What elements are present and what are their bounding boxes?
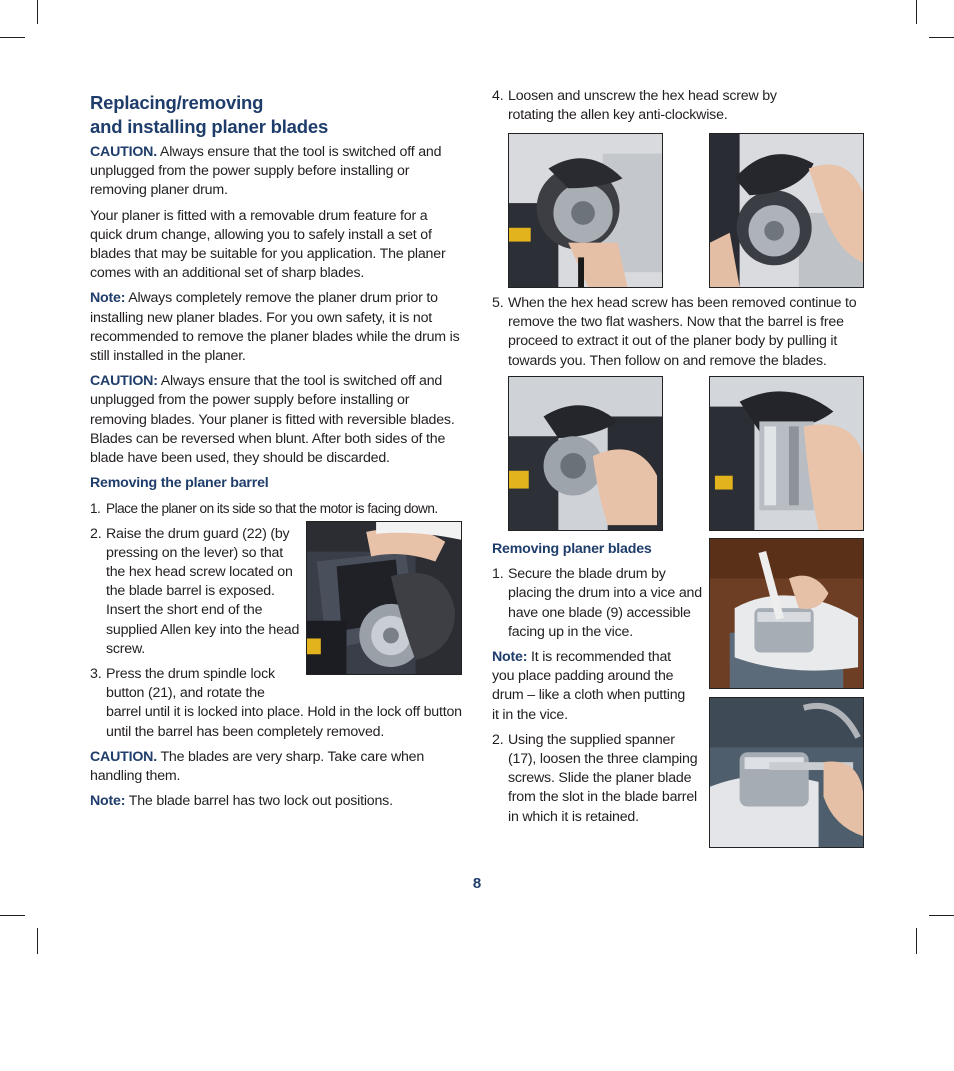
note-paragraph-2 [90,792,462,811]
note-text: It is recommended that you place padding around the drum – like a cloth when putting it in the vice. [492,649,686,723]
step-number: 2. [90,525,102,542]
step-item [492,565,706,642]
caution-paragraph-3 [90,748,462,786]
caution-label: CAUTION: [90,373,158,390]
caution-paragraph-2 [90,372,462,468]
step-text: Press the drum spindle lock button (21), and rotate the [106,666,275,702]
note-paragraph-3 [492,648,688,725]
step-text: Place the planer on its side so that the motor is facing down. [106,501,438,517]
step-item [492,731,706,827]
crop-mark-bottom-right-h [929,915,954,916]
section-title-line2: and installing planer blades [90,116,329,137]
caution-label: CAUTION. [90,144,157,160]
left-column [90,91,462,818]
step-number: 3. [90,666,102,683]
step-text: When the hex head screw has been removed continue to remove the two flat washers. Now that the barrel is free proceed to extract it out of the planer body by pulling it towards you. Then follow on and remove the blades. [508,295,857,369]
step-number: 1. [90,501,101,517]
step-text: Raise the drum guard (22) (by pressing on the lever) so that the hex head screw located on the blade barrel is exposed. Insert the short end of the supplied Allen key into the head screw. [106,525,300,657]
step-number: 2. [492,731,504,748]
right-column-blades [492,540,706,833]
photo-extracting-barrel-2 [709,376,864,531]
intro-paragraph: Your planer is fitted with a removable drum feature for a quick drum change, allowing you to safely install a set of blades that may be suitable for you application. The planer comes with an additional set of sharp blades. [90,207,446,282]
section-title [90,91,462,139]
step-text: Using the supplied spanner (17), loosen the three clamping screws. Slide the planer blade from the slot in the blade barrel in which it is retained. [508,731,698,825]
caution-text: The blades are very sharp. Take care when handling them. [90,748,425,785]
crop-mark-top-left-h [0,37,25,38]
crop-mark-top-right-v [916,0,917,24]
section-title-line1: Replacing/removing [90,92,264,113]
photo-drum-in-vice [709,538,864,689]
crop-mark-bottom-left-v [37,928,38,954]
photo-planer-drum-guard [306,521,462,675]
subheading-removing-blades: Removing planer blades [492,541,652,557]
step-text: Loosen and unscrew the hex head screw by rotating the allen key anti-clockwise. [508,88,777,124]
step-text: Secure the blade drum by placing the drum into a vice and have one blade (9) accessible facing up in the vice. [508,566,702,640]
subheading-removing-barrel: Removing the planer barrel [90,475,269,492]
step-text-continued: barrel until it is locked into place. Hold in the lock off button until the barrel has been completely removed. [106,704,462,740]
photo-hex-screw-allen-key [508,133,663,288]
step-item [90,499,462,518]
right-column [492,87,864,131]
step-number: 1. [492,566,504,583]
crop-mark-bottom-left-h [0,915,25,916]
note-text: The blade barrel has two lock out positions. [125,793,393,810]
caution-label: CAUTION. [90,748,157,765]
step-item [492,294,864,371]
step-number: 4. [492,88,504,104]
photo-washers-removed [709,133,864,288]
photo-extracting-barrel-1 [508,376,663,531]
crop-mark-top-right-h [929,37,954,38]
step-item [90,525,302,659]
note-text: Always completely remove the planer drum prior to installing new planer blades. For you own safety, it is not recommended to remove the planer blades while the drum is still installed in the planer. [90,290,460,365]
note-label: Note: [90,290,126,307]
page-number: 8 [472,875,482,892]
step-item [90,665,462,742]
caution-paragraph-1 [90,143,462,201]
caution-text: Always ensure that the tool is switched off and unplugged from the power supply before installing or removing planer drum. [90,144,442,199]
crop-mark-top-left-v [37,0,38,24]
right-column-step5 [492,294,864,377]
step-item [492,87,798,125]
caution-text: Always ensure that the tool is switched off and unplugged from the power supply before installing or removing blades. Your planer is fitted with reversible blades. Blades can be reversed when blunt. After both sides of the blade have been used, they should be discarded. [90,373,455,467]
photo-sliding-blade-out [709,697,864,848]
crop-mark-bottom-right-v [916,928,917,954]
step-number: 5. [492,295,504,311]
note-label: Note: [492,649,528,666]
note-label: Note: [90,793,126,810]
note-paragraph-1 [90,289,462,366]
